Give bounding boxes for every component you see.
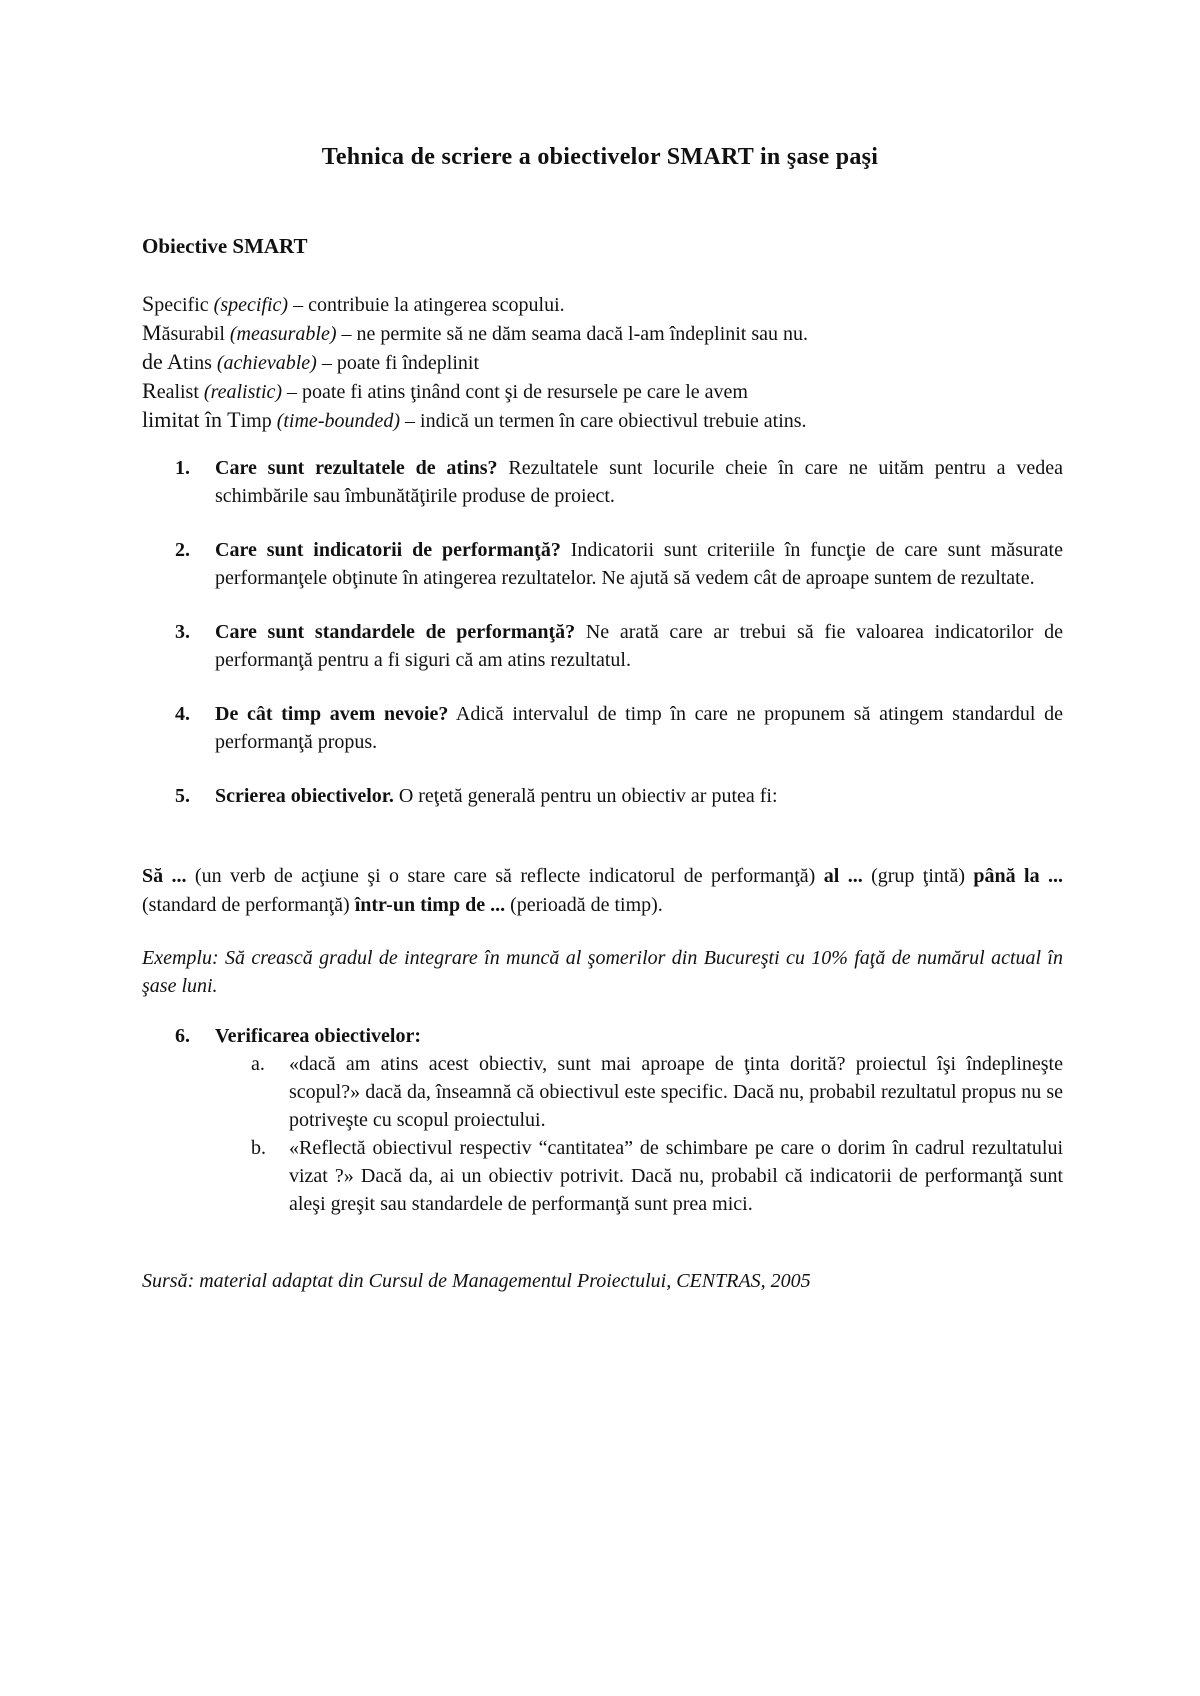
smart-definition-realistic: Realist (realistic) – poate fi atins ţinând cont şi de resursele pe care le avem [142, 378, 748, 403]
step-number: 5. [175, 785, 190, 807]
step-question: Care sunt rezultatele de atins? [215, 457, 498, 479]
smart-definition-achievable: de Atins (achievable) – poate fi îndeplinit [142, 349, 479, 374]
step-text: Rezultatele sunt locurile cheie în care ne uităm pentru a vedea schimbările sau îmbunătăţirile produse de proiect. [215, 457, 1064, 507]
step-item [175, 536, 1063, 592]
step-text: Indicatorii sunt criteriile în funcţie de care sunt măsurate performanţele obţinute în atingerea rezultatelor. Ne ajută să vedem cât de aproape suntem de rezultate. [215, 539, 1063, 589]
step-item [175, 618, 1063, 674]
document-title: Tehnica de scriere a obiectivelor SMART in şase paşi [321, 144, 879, 170]
step-question: Care sunt standardele de performanţă? [215, 621, 576, 643]
smart-definition-measurable: Măsurabil (measurable) – ne permite să ne dăm seama dacă l-am îndeplinit sau nu. [142, 320, 809, 345]
step-text: Adică intervalul de timp în care ne propunem să atingem standardul de performanţă propus. [215, 703, 1063, 753]
smart-definitions [142, 290, 808, 435]
steps-list [175, 454, 1063, 836]
step-number: 6. [175, 1025, 190, 1047]
step-item [175, 782, 1063, 810]
item-letter: b. [251, 1137, 266, 1159]
smart-definition-time-bounded: limitat în Timp (time-bounded) – indică un termen în care obiectivul trebuie atins. [142, 407, 807, 432]
verification-item-a [175, 1050, 1063, 1134]
objective-recipe: Să ... (un verb de acţiune şi o stare care să reflecte indicatorul de performanţă) al ... (grup ţintă) până la ... (standard de performanţă) într-un timp de ... (perioadă de timp). [142, 865, 1064, 916]
item-text: «Reflectă obiectivul respectiv “cantitatea” de schimbare pe care o dorim în cadrul rezultatului vizat ?» Dacă da, ai un obiectiv potrivit. Dacă nu, probabil că indicatorii de performanţă sunt aleşi greşit sau standardele de performanţă sunt prea mici. [289, 1137, 1063, 1215]
item-text: «dacă am atins acest obiectiv, sunt mai aproape de ţinta dorită? proiectul îşi îndeplineşte scopul?» dacă da, înseamnă că obiectivul este specific. Dacă nu, probabil rezultatul propus nu se potriveşte cu scopul proiectului. [289, 1053, 1063, 1131]
verification-heading: 6. Verificarea obiectivelor: [175, 1022, 1063, 1050]
step-question: De cât timp avem nevoie? [215, 703, 449, 725]
step-text: Ne arată care ar trebui să fie valoarea indicatorilor de performanţă pentru a fi siguri că am atins rezultatul. [215, 621, 1063, 671]
step-number: 1. [175, 457, 190, 479]
step-question: Care sunt indicatorii de performanţă? [215, 539, 561, 561]
source-citation: Sursă: material adaptat din Cursul de Managementul Proiectului, CENTRAS, 2005 [142, 1270, 811, 1292]
step-text: O reţetă generală pentru un obiectiv ar putea fi: [393, 785, 778, 807]
step-number: 4. [175, 703, 190, 725]
example-text: Exemplu: Să crească gradul de integrare în muncă al şomerilor din Bucureşti cu 10% faţă de numărul actual în şase luni. [142, 947, 1063, 997]
step-item [175, 454, 1063, 510]
step-item [175, 700, 1063, 756]
item-letter: a. [251, 1053, 265, 1075]
smart-definition-specific: Specific (specific) – contribuie la atingerea scopului. [142, 291, 565, 316]
verification-item-b [175, 1134, 1063, 1218]
step-question: Scrierea obiectivelor. [215, 785, 394, 807]
step-number: 3. [175, 621, 190, 643]
verification-step [175, 1022, 1063, 1218]
step-number: 2. [175, 539, 190, 561]
section-heading: Obiective SMART [142, 234, 308, 258]
